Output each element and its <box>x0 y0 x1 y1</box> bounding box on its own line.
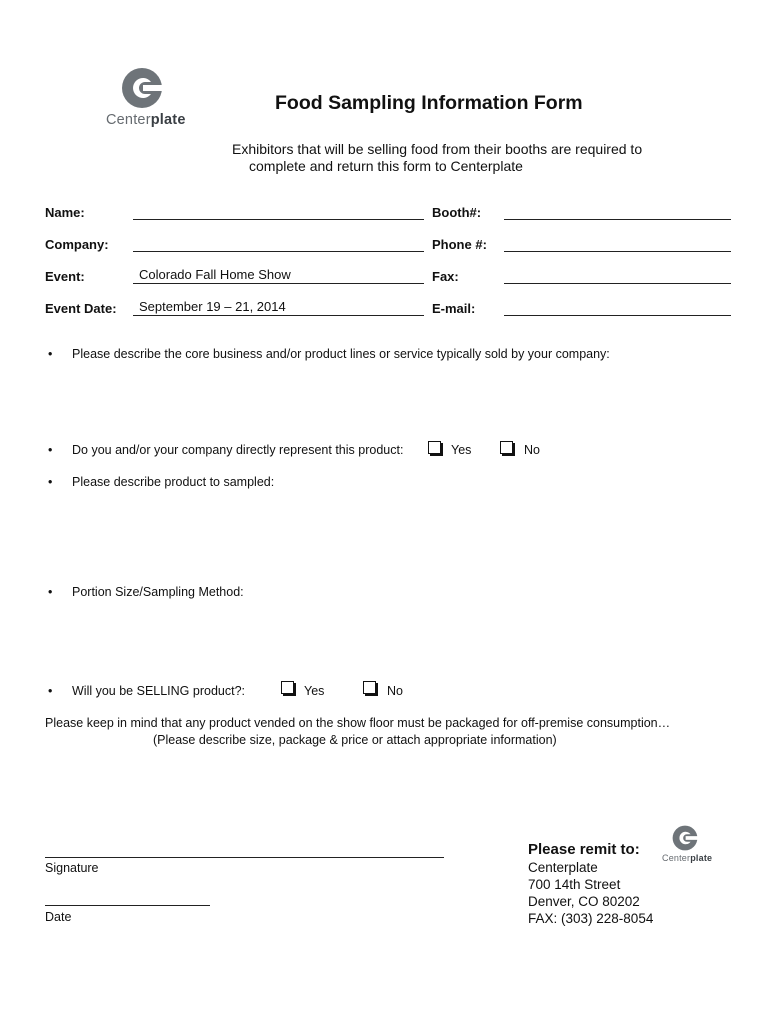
represent-no-checkbox[interactable] <box>500 441 513 454</box>
notice-line-1: Please keep in mind that any product vended on the show floor must be packaged for off-premise consumption… <box>45 716 671 730</box>
represent-text: Do you and/or your company directly represent this product: <box>72 443 404 457</box>
bullet-dot: • <box>48 585 53 599</box>
remit-title: Please remit to: <box>528 841 640 858</box>
centerplate-small-logo-text: Centerplate <box>662 853 713 863</box>
selling-yes-label: Yes <box>304 684 325 698</box>
represent-yes-label: Yes <box>451 443 472 457</box>
notice-line-2: (Please describe size, package & price or attach appropriate information) <box>153 733 557 747</box>
booth-field[interactable] <box>504 202 731 220</box>
selling-question <box>48 684 245 698</box>
booth-label: Booth#: <box>432 205 482 220</box>
fax-field[interactable] <box>504 266 731 284</box>
email-label: E-mail: <box>432 301 476 316</box>
event-label: Event: <box>45 269 85 284</box>
core-business-question <box>48 347 610 361</box>
product-sampled-question <box>48 475 275 489</box>
remit-company: Centerplate <box>528 860 598 875</box>
event-field[interactable]: Colorado Fall Home Show <box>133 266 424 284</box>
company-field[interactable] <box>133 234 424 252</box>
date-label: Date <box>45 910 72 924</box>
portion-text: Portion Size/Sampling Method: <box>72 585 244 599</box>
name-field[interactable] <box>133 202 424 220</box>
bullet-dot: • <box>48 443 53 457</box>
bullet-dot: • <box>48 347 53 361</box>
selling-no-checkbox[interactable] <box>363 681 376 694</box>
centerplate-logo-mark <box>121 67 163 114</box>
event-date-field[interactable]: September 19 – 21, 2014 <box>133 298 424 316</box>
represent-question <box>48 443 404 457</box>
name-label: Name: <box>45 205 85 220</box>
phone-field[interactable] <box>504 234 731 252</box>
represent-no-label: No <box>524 443 540 457</box>
form-intro <box>232 141 642 175</box>
event-date-label: Event Date: <box>45 301 117 316</box>
form-title: Food Sampling Information Form <box>275 92 583 114</box>
core-business-text: Please describe the core business and/or product lines or service typically sold by your company: <box>72 347 610 361</box>
phone-label: Phone #: <box>432 237 487 252</box>
intro-line-2: complete and return this form to Centerplate <box>249 158 523 174</box>
remit-city: Denver, CO 80202 <box>528 894 640 909</box>
bullet-dot: • <box>48 475 53 489</box>
portion-question <box>48 585 244 599</box>
represent-yes-checkbox[interactable] <box>428 441 441 454</box>
remit-fax: FAX: (303) 228-8054 <box>528 911 654 926</box>
bullet-dot: • <box>48 684 53 698</box>
selling-yes-checkbox[interactable] <box>281 681 294 694</box>
intro-line-1: Exhibitors that will be selling food from their booths are required to <box>232 141 643 157</box>
centerplate-logo-text: Centerplate <box>106 112 186 128</box>
company-label: Company: <box>45 237 109 252</box>
email-field[interactable] <box>504 298 731 316</box>
fax-label: Fax: <box>432 269 459 284</box>
selling-text: Will you be SELLING product?: <box>72 684 245 698</box>
product-sampled-text: Please describe product to sampled: <box>72 475 275 489</box>
signature-label: Signature <box>45 861 99 875</box>
date-line[interactable] <box>45 905 210 906</box>
signature-line[interactable] <box>45 857 444 858</box>
selling-no-label: No <box>387 684 403 698</box>
centerplate-small-logo-mark <box>672 825 698 856</box>
remit-street: 700 14th Street <box>528 877 621 892</box>
